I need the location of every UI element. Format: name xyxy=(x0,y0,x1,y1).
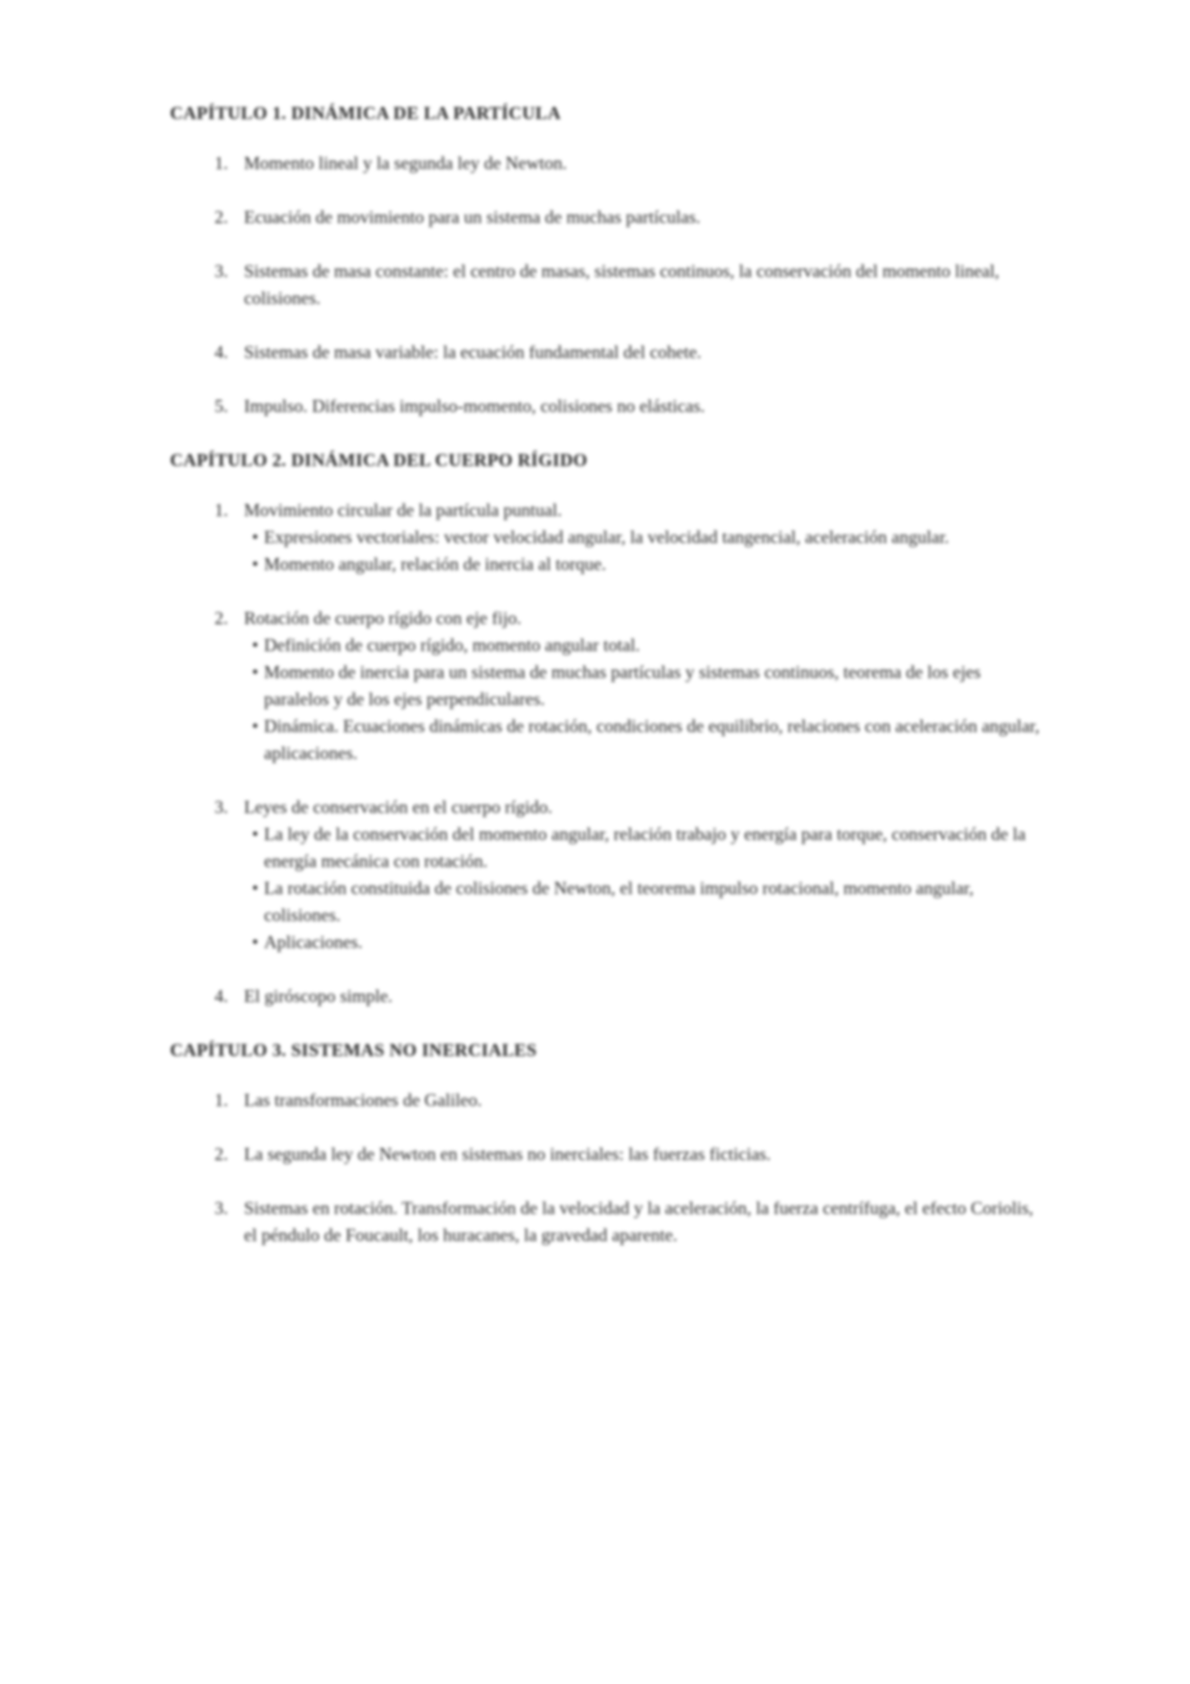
chapter-title: CAPÍTULO 1. DINÁMICA DE LA PARTÍCULA xyxy=(170,103,561,123)
sub-item-text: Definición de cuerpo rígido, momento angular total. xyxy=(264,635,640,655)
sub-item-text: Momento de inercia para un sistema de muchas partículas y sistemas continuos, teorema de los ejes paralelos y de los ejes perpendiculares. xyxy=(264,662,981,709)
sub-item-text: Dinámica. Ecuaciones dinámicas de rotación, condiciones de equilibrio, relaciones con aceleración angular, aplicaciones. xyxy=(264,716,1040,763)
list-item xyxy=(170,204,1040,231)
item-text: La segunda ley de Newton en sistemas no inerciales: las fuerzas ficticias. xyxy=(244,1144,771,1164)
bullet-icon: • xyxy=(252,824,259,844)
bullet-icon: • xyxy=(252,635,259,655)
item-text: Leyes de conservación en el cuerpo rígido. xyxy=(244,797,553,817)
item-body xyxy=(244,605,1040,767)
item-number: 3. xyxy=(214,261,228,281)
item-text: Sistemas de masa variable: la ecuación fundamental del cohete. xyxy=(244,342,702,362)
item-body xyxy=(244,204,1040,231)
sub-item-text: Aplicaciones. xyxy=(264,932,363,952)
item-number: 1. xyxy=(214,1090,228,1110)
list-item xyxy=(170,794,1040,956)
item-text: Las transformaciones de Galileo. xyxy=(244,1090,482,1110)
sub-list-item xyxy=(252,659,1040,713)
list-item xyxy=(170,150,1040,177)
item-text: Sistemas de masa constante: el centro de masas, sistemas continuos, la conservación del momento lineal, colisiones. xyxy=(244,261,1000,308)
bullet-icon: • xyxy=(252,716,259,736)
item-body xyxy=(244,983,1040,1010)
item-number: 2. xyxy=(214,608,228,628)
list-item xyxy=(170,605,1040,767)
sub-item-text: La ley de la conservación del momento angular, relación trabajo y energía para torque, conservación de la energía mecánica con rotación. xyxy=(264,824,1026,871)
list-item xyxy=(170,1087,1040,1114)
sub-list-item xyxy=(252,551,1040,578)
chapter-title: CAPÍTULO 2. DINÁMICA DEL CUERPO RÍGIDO xyxy=(170,450,588,470)
item-body xyxy=(244,794,1040,956)
item-body xyxy=(244,1141,1040,1168)
item-number: 3. xyxy=(214,1198,228,1218)
item-text: Sistemas en rotación. Transformación de la velocidad y la aceleración, la fuerza centrífuga, el efecto Coriolis, el péndulo de Foucault, los huracanes, la gravedad aparente. xyxy=(244,1198,1034,1245)
bullet-icon: • xyxy=(252,527,259,547)
item-text: Momento lineal y la segunda ley de Newton. xyxy=(244,153,567,173)
item-number: 4. xyxy=(214,986,228,1006)
sub-list-item xyxy=(252,632,1040,659)
item-number: 1. xyxy=(214,500,228,520)
sub-list-item xyxy=(252,929,1040,956)
item-text: Ecuación de movimiento para un sistema de muchas partículas. xyxy=(244,207,701,227)
sub-topic-list xyxy=(244,821,1040,956)
list-item xyxy=(170,1195,1040,1249)
item-body xyxy=(244,258,1040,312)
chapter-topic-list xyxy=(170,1087,1040,1249)
item-number: 3. xyxy=(214,797,228,817)
list-item xyxy=(170,497,1040,578)
item-text: Impulso. Diferencias impulso-momento, colisiones no elásticas. xyxy=(244,396,705,416)
sub-item-text: Expresiones vectoriales: vector velocidad angular, la velocidad tangencial, aceleración angular. xyxy=(264,527,949,547)
list-item xyxy=(170,393,1040,420)
item-text: Movimiento circular de la partícula puntual. xyxy=(244,500,562,520)
chapter-section xyxy=(170,447,1040,1010)
bullet-icon: • xyxy=(252,554,259,574)
item-number: 1. xyxy=(214,153,228,173)
chapter-title: CAPÍTULO 3. SISTEMAS NO INERCIALES xyxy=(170,1040,537,1060)
item-text: El giróscopo simple. xyxy=(244,986,393,1006)
sub-list-item xyxy=(252,713,1040,767)
item-number: 4. xyxy=(214,342,228,362)
chapter-topic-list xyxy=(170,497,1040,1010)
document-content xyxy=(170,100,1040,1276)
bullet-icon: • xyxy=(252,662,259,682)
bullet-icon: • xyxy=(252,878,259,898)
sub-topic-list xyxy=(244,632,1040,767)
item-body xyxy=(244,150,1040,177)
list-item xyxy=(170,983,1040,1010)
chapter-topic-list xyxy=(170,150,1040,420)
item-body xyxy=(244,393,1040,420)
item-number: 5. xyxy=(214,396,228,416)
bullet-icon: • xyxy=(252,932,259,952)
sub-list-item xyxy=(252,821,1040,875)
item-body xyxy=(244,1195,1040,1249)
list-item xyxy=(170,1141,1040,1168)
list-item xyxy=(170,258,1040,312)
sub-list-item xyxy=(252,524,1040,551)
item-text: Rotación de cuerpo rígido con eje fijo. xyxy=(244,608,522,628)
list-item xyxy=(170,339,1040,366)
item-body xyxy=(244,339,1040,366)
sub-item-text: La rotación constituida de colisiones de Newton, el teorema impulso rotacional, momento angular, colisiones. xyxy=(264,878,974,925)
chapter-section xyxy=(170,100,1040,420)
sub-topic-list xyxy=(244,524,1040,578)
chapter-section xyxy=(170,1037,1040,1249)
item-body xyxy=(244,1087,1040,1114)
sub-list-item xyxy=(252,875,1040,929)
item-number: 2. xyxy=(214,1144,228,1164)
item-body xyxy=(244,497,1040,578)
sub-item-text: Momento angular, relación de inercia al torque. xyxy=(264,554,607,574)
item-number: 2. xyxy=(214,207,228,227)
